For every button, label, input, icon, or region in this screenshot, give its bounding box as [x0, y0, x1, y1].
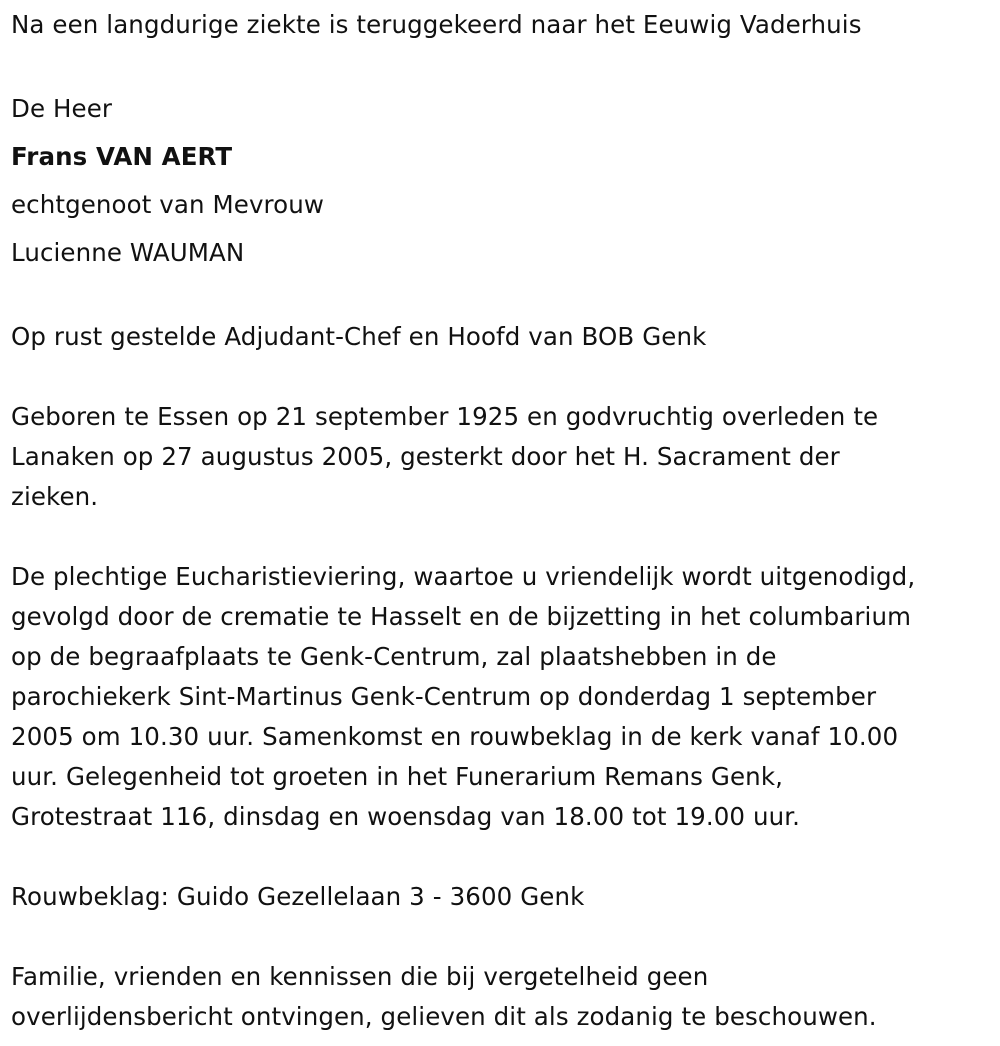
deceased-block [11, 85, 989, 277]
paragraph-line: Lanaken op 27 augustus 2005, gesterkt door het H. Sacrament der [11, 442, 840, 471]
spouse-line: echtgenoot van Mevrouw [11, 190, 325, 219]
paragraph-line: Geboren te Essen op 21 september 1925 en godvruchtig overleden te [11, 402, 879, 431]
paragraph-line: Familie, vrienden en kennissen die bij vergetelheid geen [11, 962, 709, 991]
salutation: De Heer [11, 94, 113, 123]
paragraph-line: parochiekerk Sint-Martinus Genk-Centrum op donderdag 1 september [11, 682, 877, 711]
paragraph-line: op de begraafplaats te Genk-Centrum, zal plaatshebben in de [11, 642, 777, 671]
condolence-address: Rouwbeklag: Guido Gezellelaan 3 - 3600 Genk [11, 882, 585, 911]
paragraph-line: 2005 om 10.30 uur. Samenkomst en rouwbeklag in de kerk vanaf 10.00 [11, 722, 899, 751]
closing-paragraph [11, 957, 989, 1037]
ceremony-paragraph [11, 557, 989, 837]
spouse-name: Lucienne WAUMAN [11, 238, 245, 267]
paragraph-line: uur. Gelegenheid tot groeten in het Funerarium Remans Genk, [11, 762, 783, 791]
paragraph-line: Grotestraat 116, dinsdag en woensdag van 18.00 tot 19.00 uur. [11, 802, 801, 831]
deceased-title: Op rust gestelde Adjudant-Chef en Hoofd van BOB Genk [11, 322, 707, 351]
intro-text: Na een langdurige ziekte is teruggekeerd naar het Eeuwig Vaderhuis [11, 10, 862, 39]
deceased-name: Frans VAN AERT [11, 142, 233, 171]
paragraph-line: De plechtige Eucharistieviering, waartoe u vriendelijk wordt uitgenodigd, [11, 562, 916, 591]
paragraph-line: overlijdensbericht ontvingen, gelieven dit als zodanig te beschouwen. [11, 1002, 877, 1031]
birth-death-paragraph [11, 397, 989, 517]
paragraph-line: zieken. [11, 482, 99, 511]
paragraph-line: gevolgd door de crematie te Hasselt en de bijzetting in het columbarium [11, 602, 912, 631]
